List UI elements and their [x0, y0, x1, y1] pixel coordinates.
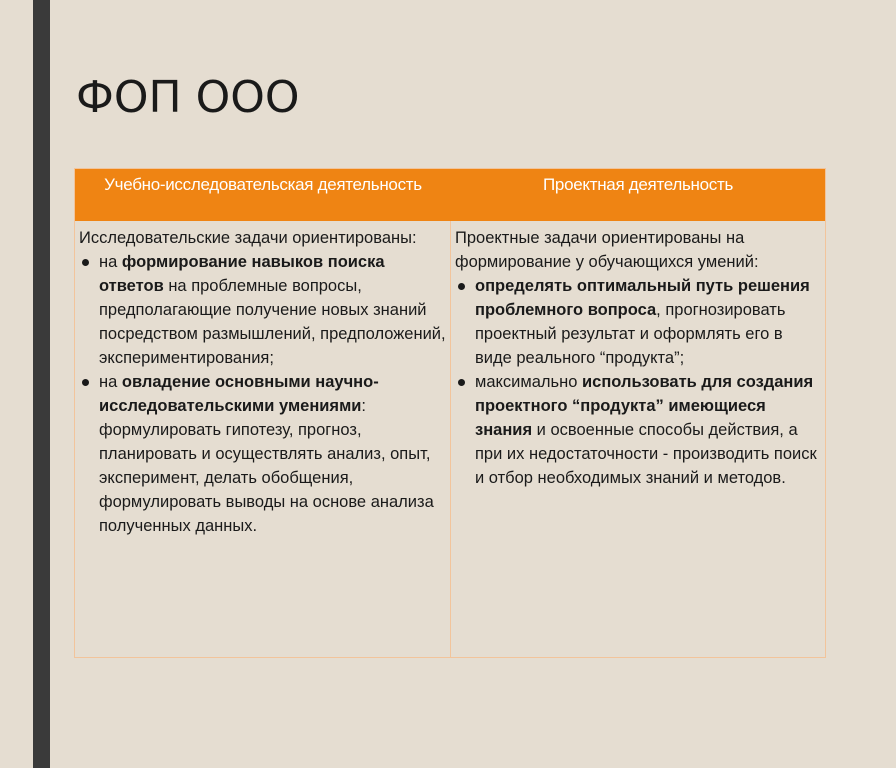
column-divider	[450, 221, 451, 657]
bullet-text-post: : формулировать гипотезу, прогноз, планировать и осуществлять анализ, опыт, эксперимент, делать обобщения, формулировать выводы на основе анализа полученных данных.	[99, 397, 434, 535]
bullet-text-pre: максимально	[475, 373, 583, 391]
bullet-text-post: на проблемные вопросы, предполагающие получение новых знаний посредством размышлений, предположений, экспериментирования;	[99, 277, 446, 367]
bullet-text-bold: формирование навыков поиска ответов	[99, 253, 385, 295]
research-intro: Исследовательские задачи ориентированы:	[79, 229, 417, 247]
bullet-icon	[82, 379, 89, 386]
header-research-activity: Учебно-исследовательская деятельность	[104, 175, 422, 194]
bullet-text-post: и освоенные способы действия, а при их недостаточности - производить поиск и отбор необходимых знаний и методов.	[475, 421, 817, 487]
slide-title: ФОП ООО	[76, 72, 300, 123]
bullet-text-pre: на	[99, 373, 122, 391]
list-item	[455, 274, 823, 370]
header-project-activity: Проектная деятельность	[543, 175, 733, 194]
bullet-icon	[82, 259, 89, 266]
project-cell	[455, 221, 823, 490]
research-cell	[79, 221, 447, 538]
list-item	[79, 370, 447, 538]
bullet-icon	[458, 379, 465, 386]
bullet-text-bold: определять оптимальный путь решения проблемного вопроса	[475, 277, 810, 319]
bullet-text-bold: использовать для создания проектного “продукта” имеющиеся знания	[475, 373, 814, 439]
side-accent-bar	[33, 0, 50, 768]
list-item	[79, 250, 447, 370]
bullet-text-bold: овладение основными научно-исследовательскими умениями	[99, 373, 379, 415]
table-header-row	[75, 169, 825, 221]
bullet-text-pre: на	[99, 253, 122, 271]
bullet-icon	[458, 283, 465, 290]
project-intro: Проектные задачи ориентированы на формирование у обучающихся умений:	[455, 229, 759, 271]
list-item	[455, 370, 823, 490]
comparison-table	[74, 168, 826, 658]
bullet-text-post: , прогнозировать проектный результат и оформлять его в виде реального “продукта”;	[475, 301, 786, 367]
project-bullets	[455, 274, 823, 490]
research-bullets	[79, 250, 447, 538]
